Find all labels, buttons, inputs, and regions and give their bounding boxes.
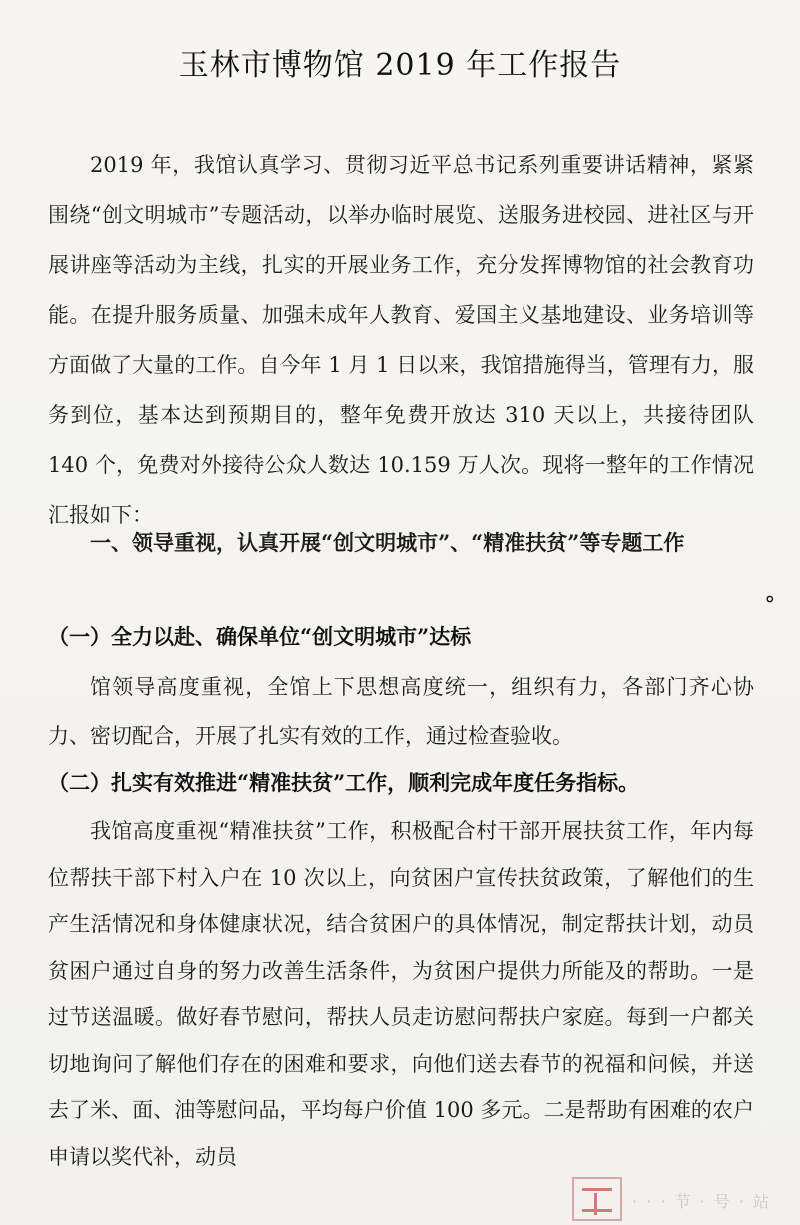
subsection-body-2: 我馆高度重视“精准扶贫”工作，积极配合村干部开展扶贫工作，年内每位帮扶干部下村入户在 10 次以上，向贫困户宣传扶贫政策，了解他们的生产生活情况和身体健康状况，结合贫困户的具体情况，制定帮扶计划，动员贫困户通过自身的努力改善生活条件，为贫困户提供力所能及的帮助。一是过节送温暖。做好春节慰问，帮扶人员走访慰问帮扶户家庭。每到一户都关切地询问了解他们存在的困难和要求，向他们送去春节的祝福和问候，并送去了米、面、油等慰问品，平均每户价值 100 多元。二是帮助有困难的农户申请以奖代补，动员 (48, 819, 754, 1169)
watermark-logo-icon (572, 1177, 622, 1221)
intro-paragraph: 2019 年，我馆认真学习、贯彻习近平总书记系列重要讲话精神，紧紧围绕“创文明城市”专题活动，以举办临时展览、送服务进校园、进社区与开展讲座等活动为主线，扎实的开展业务工作，充分发挥博物馆的社会教育功能。在提升服务质量、加强未成年人教育、爱国主义基地建设、业务培训等方面做了大量的工作。自今年 1 月 1 日以来，我馆措施得当，管理有力，服务到位，基本达到预期目的，整年免费开放达 310 天以上，共接待团队 140 个，免费对外接待公众人数达 10.159 万人次。现将一整年的工作情况汇报如下： (48, 153, 754, 527)
subsection-body-1: 馆领导高度重视，全馆上下思想高度统一，组织有力，各部门齐心协力、密切配合，开展了扎实有效的工作，通过检查验收。 (48, 675, 754, 748)
section-heading-1-text: 一、领导重视，认真开展“创文明城市”、“精准扶贫”等专题工作 (90, 530, 685, 555)
subsection-heading-2: （二）扎实有效推进“精准扶贫”工作，顺利完成年度任务指标。 (48, 770, 640, 795)
document-title: 玉林市博物馆 2019 年工作报告 (178, 48, 622, 83)
watermark-text: · · · 节 · 号 · 站 (632, 1192, 772, 1211)
subsection-heading-1: （一）全力以赴、确保单位“创文明城市”达标 (48, 624, 472, 649)
stray-period: 。 (766, 580, 787, 605)
watermark (572, 1177, 800, 1225)
section-heading-1 (48, 518, 787, 605)
